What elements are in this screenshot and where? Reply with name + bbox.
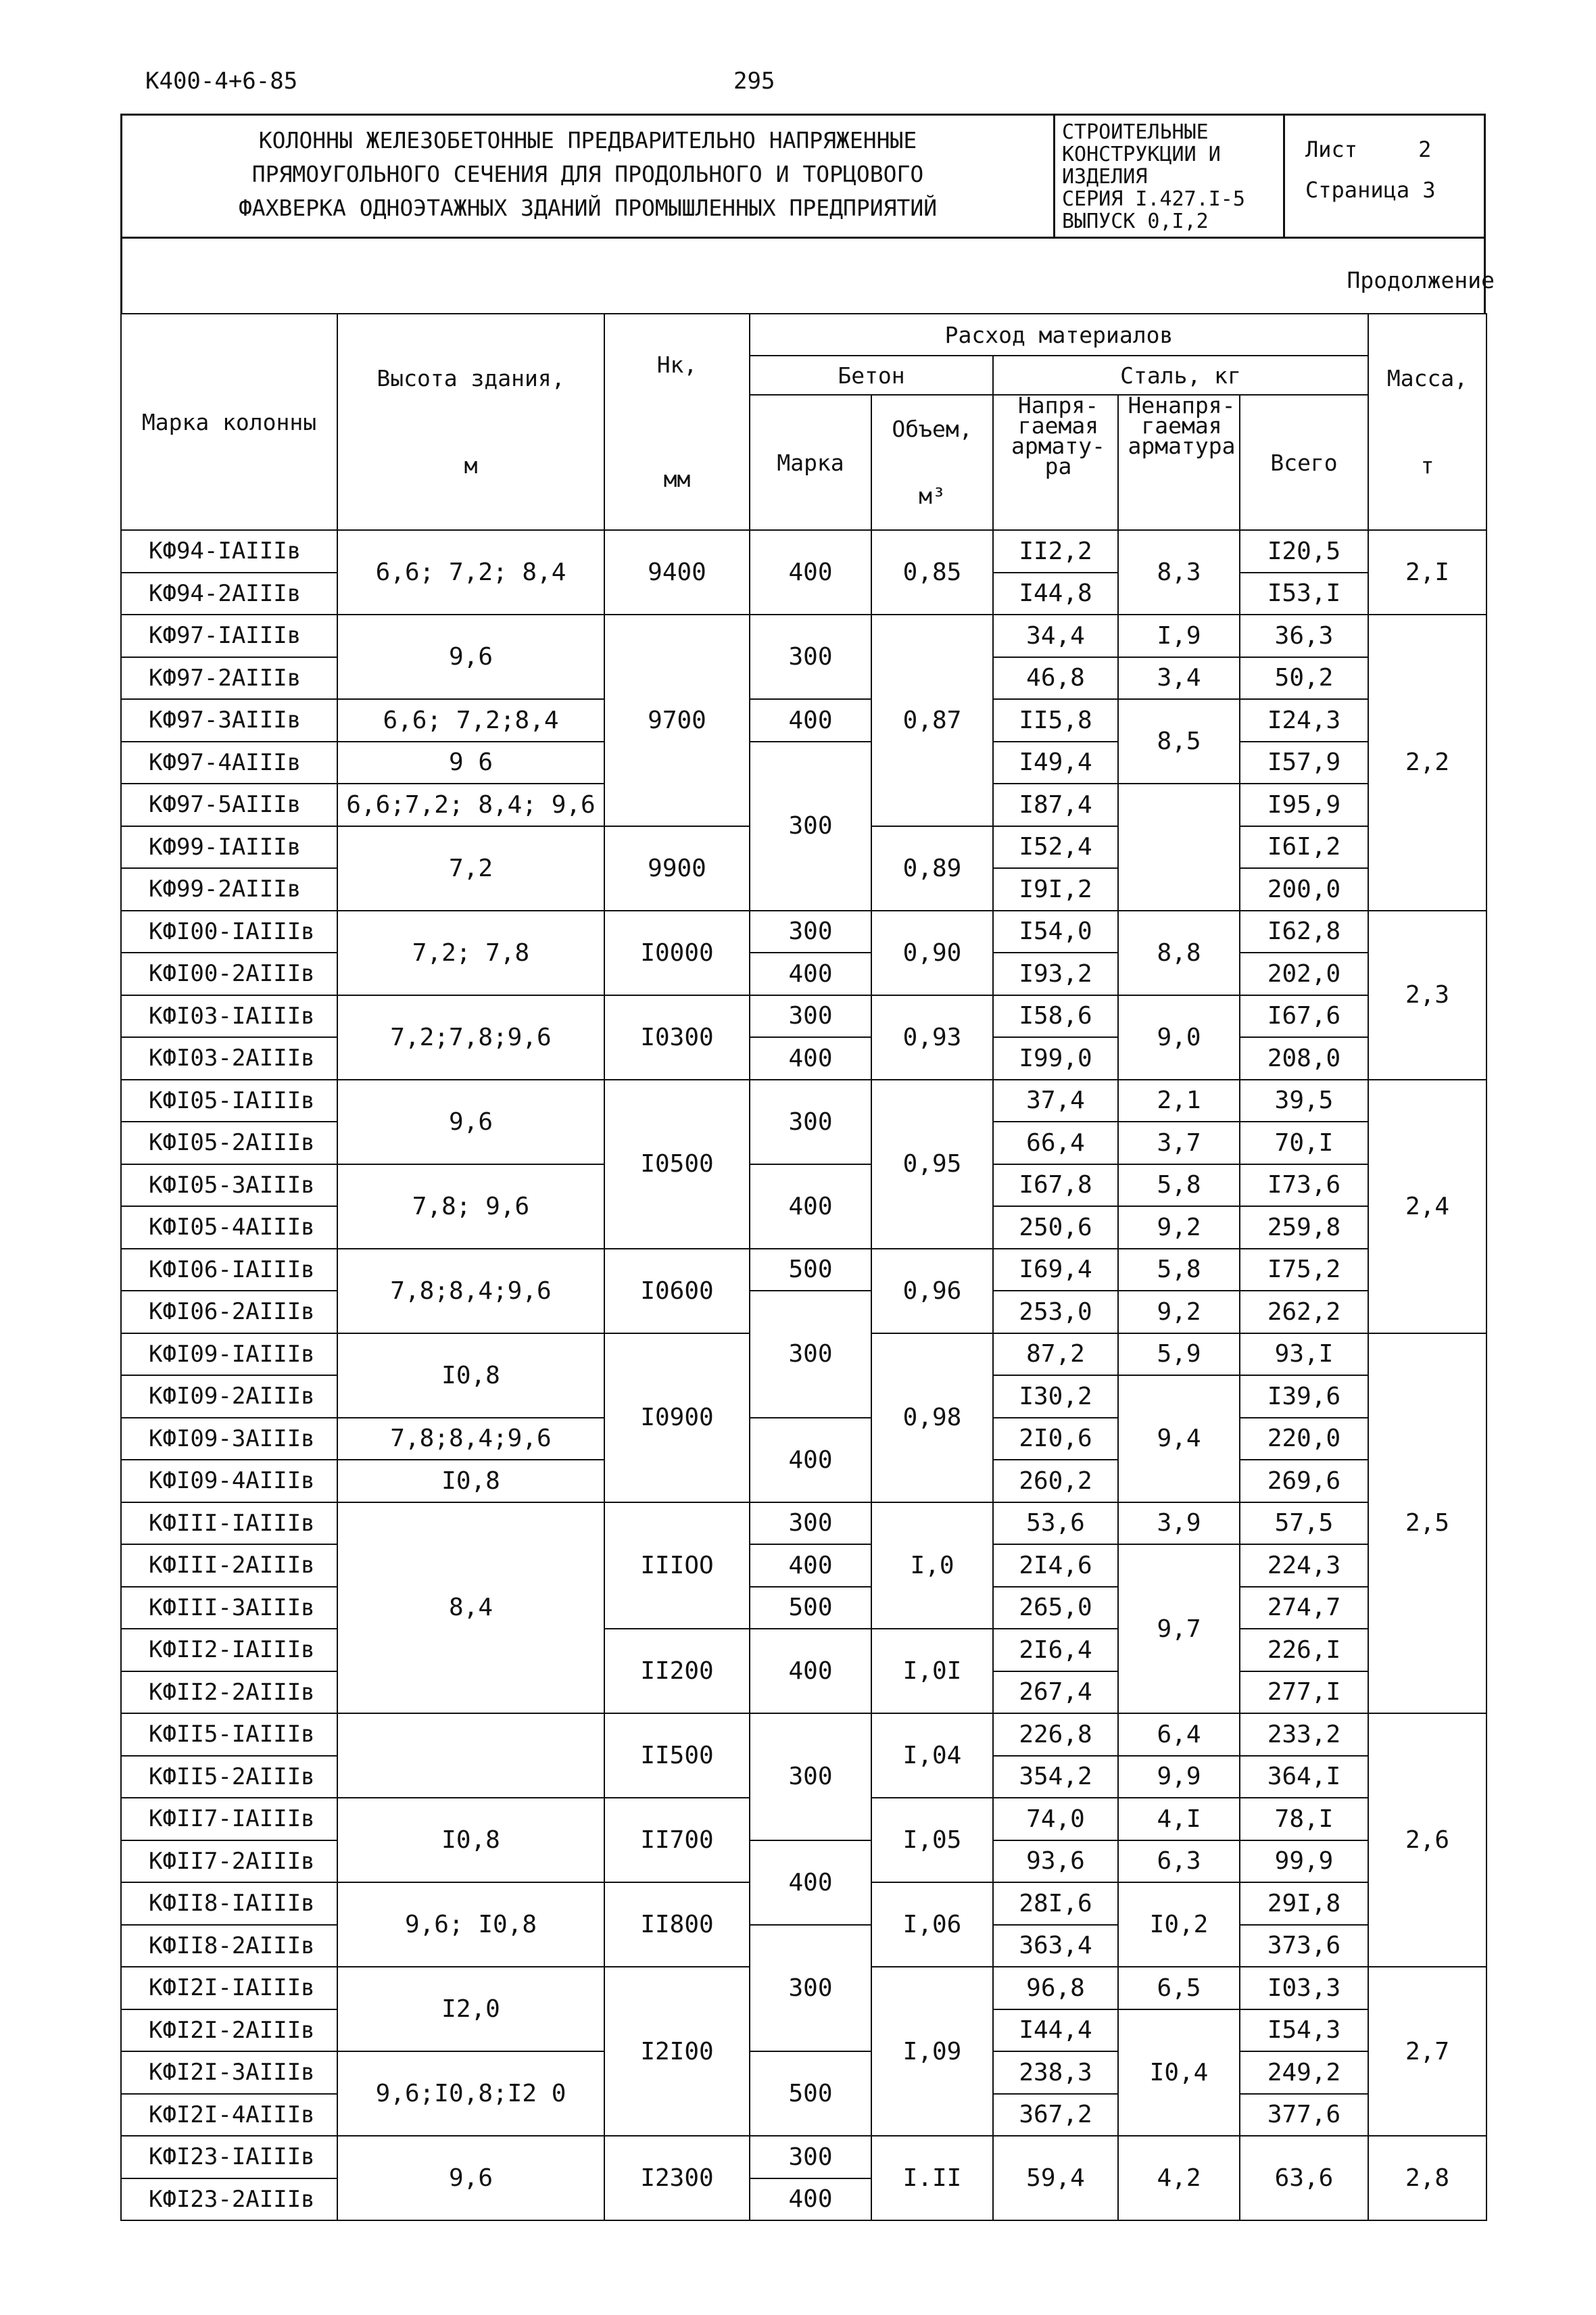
total-cell: I24,3 [1240,699,1368,742]
mark-cell: КФII5-IАIIIв [121,1713,337,1756]
mark-cell: КФ97-3АIIIв [121,699,337,742]
nonstressed-cell: 4,I [1118,1798,1240,1840]
total-cell: 93,I [1240,1333,1368,1376]
hk-cell: II500 [604,1713,750,1798]
nonstressed-cell: 3,7 [1118,1122,1240,1164]
header-mass-label: Масса, [1386,365,1468,391]
stressed-cell: I69,4 [993,1249,1118,1291]
total-cell: 364,I [1240,1756,1368,1798]
total-cell: I20,5 [1240,530,1368,573]
mark-cell: КФ99-2АIIIв [121,868,337,911]
total-cell: 50,2 [1240,657,1368,700]
nonstressed-cell: 3,9 [1118,1502,1240,1545]
nonstressed-cell: 8,3 [1118,530,1240,615]
total-cell: 226,I [1240,1629,1368,1671]
total-cell: I73,6 [1240,1164,1368,1207]
grade-cell: 400 [750,1840,871,1925]
volume-cell: 0,89 [871,826,993,911]
total-cell: 78,I [1240,1798,1368,1840]
volume-cell: 0,85 [871,530,993,615]
mark-cell: КФ94-IАIIIв [121,530,337,573]
mark-cell: КФI05-IАIIIв [121,1080,337,1122]
volume-cell: I,04 [871,1713,993,1798]
mark-cell: КФIII-3АIIIв [121,1587,337,1629]
mark-cell: КФI03-2АIIIв [121,1037,337,1080]
mark-cell: КФII2-IАIIIв [121,1629,337,1671]
total-cell: 57,5 [1240,1502,1368,1545]
total-cell: 377,6 [1240,2094,1368,2137]
grade-cell: 500 [750,1587,871,1629]
stressed-cell: 260,2 [993,1460,1118,1502]
sheet-value: 2 [1418,137,1432,162]
stressed-cell: I30,2 [993,1375,1118,1418]
header-hk-unit: мм [663,466,691,492]
volume-cell: 0,87 [871,615,993,826]
mark-cell: КФ97-IАIIIв [121,615,337,657]
total-cell: 202,0 [1240,953,1368,995]
grade-cell: 400 [750,1164,871,1249]
stressed-cell: I44,8 [993,573,1118,615]
total-cell: I39,6 [1240,1375,1368,1418]
mass-cell: 2,5 [1368,1333,1486,1714]
stressed-cell: 354,2 [993,1756,1118,1798]
header-concrete-grade: Марка [750,395,871,530]
grade-cell: 300 [750,1291,871,1418]
total-cell: 39,5 [1240,1080,1368,1122]
title-cell [122,116,1055,237]
total-cell: 70,I [1240,1122,1368,1164]
header-total: Всего [1240,395,1368,530]
total-cell: I53,I [1240,573,1368,615]
header-mass-unit: т [1420,452,1434,479]
stressed-cell: II2,2 [993,530,1118,573]
table-row [121,1249,1486,1291]
header-height-label: Высота здания, [377,365,565,391]
stressed-cell: 59,4 [993,2136,1118,2220]
stressed-cell: 2I0,6 [993,1418,1118,1460]
mark-cell: КФ99-IАIIIв [121,826,337,869]
continuation-frame [120,239,1486,314]
stressed-cell: 2I6,4 [993,1629,1118,1671]
header-mark: Марка колонны [121,314,337,530]
nonstressed-cell: 6,5 [1118,1967,1240,2009]
mark-cell: КФI06-IАIIIв [121,1249,337,1291]
stressed-cell: 66,4 [993,1122,1118,1164]
mass-cell: 2,7 [1368,1967,1486,2136]
series-cell [1055,116,1285,237]
mark-cell: КФI2I-4АIIIв [121,2094,337,2137]
nonstressed-cell: I0,2 [1118,1882,1240,1967]
height-cell: 9,6 [337,1080,604,1164]
series-line: ИЗДЕЛИЯ [1062,165,1148,189]
total-cell: I57,9 [1240,742,1368,784]
nonstressed-cell: I,9 [1118,615,1240,657]
table-row [121,742,1486,784]
mass-cell: 2,4 [1368,1080,1486,1333]
height-cell: 8,4 [337,1502,604,1714]
table-row [121,953,1486,995]
mark-cell: КФI23-IАIIIв [121,2136,337,2178]
mark-cell: КФI23-2АIIIв [121,2178,337,2221]
height-cell: 7,2 [337,826,604,911]
grade-cell: 400 [750,1418,871,1502]
nonstressed-cell: 3,4 [1118,657,1240,700]
mark-cell: КФ94-2АIIIв [121,573,337,615]
header-volume-unit: м³ [919,483,946,509]
total-cell: 277,I [1240,1671,1368,1714]
total-cell: I75,2 [1240,1249,1368,1291]
total-cell: 200,0 [1240,868,1368,911]
mark-cell: КФII5-2АIIIв [121,1756,337,1798]
height-cell: I0,8 [337,1460,604,1502]
height-cell: I0,8 [337,1333,604,1418]
grade-cell: 300 [750,911,871,953]
total-cell: I03,3 [1240,1967,1368,2009]
volume-cell: I,0I [871,1629,993,1713]
sheet-label: Лист [1305,137,1358,162]
height-cell: 7,8; 9,6 [337,1164,604,1249]
series-line: КОНСТРУКЦИИ И [1062,143,1221,166]
mark-cell: КФIII-IАIIIв [121,1502,337,1545]
volume-cell: I,09 [871,1967,993,2136]
stressed-cell: 363,4 [993,1925,1118,1967]
stressed-cell: 74,0 [993,1798,1118,1840]
grade-cell: 300 [750,2136,871,2178]
hk-cell: I0000 [604,911,750,995]
stressed-cell: I52,4 [993,826,1118,869]
title-line: ПРЯМОУГОЛЬНОГО СЕЧЕНИЯ ДЛЯ ПРОДОЛЬНОГО И ТОРЦОВОГО [251,161,924,187]
height-cell: 9 6 [337,742,604,784]
total-cell: I95,9 [1240,784,1368,826]
grade-cell: 400 [750,953,871,995]
grade-cell: 500 [750,1249,871,1291]
mark-cell: КФ97-2АIIIв [121,657,337,700]
mass-cell: 2,6 [1368,1713,1486,1967]
table-row [121,2051,1486,2094]
table-row [121,995,1486,1038]
stressed-cell: 93,6 [993,1840,1118,1883]
hk-cell: II800 [604,1882,750,1967]
total-cell: 36,3 [1240,615,1368,657]
mark-cell: КФ97-5АIIIв [121,784,337,826]
volume-cell: 0,95 [871,1080,993,1249]
table-row [121,1925,1486,1967]
table-row [121,1037,1486,1080]
volume-cell: I,0 [871,1502,993,1629]
grade-cell: 400 [750,699,871,742]
volume-cell: 0,90 [871,911,993,995]
hk-cell: 9400 [604,530,750,615]
grade-cell: 400 [750,1544,871,1587]
nonstressed-cell: 9,2 [1118,1291,1240,1333]
hk-cell: I2I00 [604,1967,750,2136]
stressed-cell: I93,2 [993,953,1118,995]
nonstressed-cell: 5,8 [1118,1164,1240,1207]
total-cell: 373,6 [1240,1925,1368,1967]
table-row [121,1544,1486,1587]
stressed-cell: 267,4 [993,1671,1118,1714]
stressed-cell: 226,8 [993,1713,1118,1756]
grade-cell: 300 [750,742,871,911]
header-nonstressed: Ненапря-гаемая арматура [1118,395,1240,530]
total-cell: 63,6 [1240,2136,1368,2220]
height-cell: 7,8;8,4;9,6 [337,1249,604,1333]
height-cell: 6,6;7,2; 8,4; 9,6 [337,784,604,826]
mark-cell: КФI00-2АIIIв [121,953,337,995]
nonstressed-cell [1118,784,1240,911]
total-cell: I54,3 [1240,2009,1368,2052]
height-cell: 9,6 [337,615,604,699]
total-cell: 233,2 [1240,1713,1368,1756]
total-cell: 274,7 [1240,1587,1368,1629]
table-row [121,2136,1486,2178]
table-row [121,1587,1486,1629]
total-cell: 99,9 [1240,1840,1368,1883]
table-row [121,1291,1486,1333]
title-line: КОЛОННЫ ЖЕЛЕЗОБЕТОННЫЕ ПРЕДВАРИТЕЛЬНО НАПРЯЖЕННЫЕ [258,127,917,153]
mark-cell: КФI09-4АIIIв [121,1460,337,1502]
stressed-cell: I9I,2 [993,868,1118,911]
mark-cell: КФI03-IАIIIв [121,995,337,1038]
stressed-cell: 238,3 [993,2051,1118,2094]
header-steel: Сталь, кг [993,356,1368,395]
table-row [121,615,1486,657]
stressed-cell: I67,8 [993,1164,1118,1207]
grade-cell: 300 [750,1502,871,1545]
hk-cell: 9900 [604,826,750,911]
table-row [121,1164,1486,1207]
mark-cell: КФII2-2АIIIв [121,1671,337,1714]
mass-cell: 2,8 [1368,2136,1486,2220]
header-materials: Расход материалов [750,314,1368,356]
stressed-cell: 28I,6 [993,1882,1118,1925]
nonstressed-cell: 9,7 [1118,1544,1240,1713]
total-cell: 262,2 [1240,1291,1368,1333]
stressed-cell: I87,4 [993,784,1118,826]
hk-cell: 9700 [604,615,750,826]
table-row [121,911,1486,953]
total-cell: 269,6 [1240,1460,1368,1502]
hk-cell: II700 [604,1798,750,1882]
mass-cell: 2,3 [1368,911,1486,1080]
nonstressed-cell: 8,5 [1118,699,1240,784]
mark-cell: КФI2I-3АIIIв [121,2051,337,2094]
height-cell: 9,6 [337,2136,604,2220]
page-label: Страница 3 [1305,177,1436,203]
nonstressed-cell: 4,2 [1118,2136,1240,2220]
mark-cell: КФI09-3АIIIв [121,1418,337,1460]
stressed-cell: I54,0 [993,911,1118,953]
table-row [121,699,1486,742]
stressed-cell: 2I4,6 [993,1544,1118,1587]
nonstressed-cell: 2,1 [1118,1080,1240,1122]
document-code: К400-4+6-85 [145,68,298,95]
grade-cell: 400 [750,1629,871,1713]
nonstressed-cell: 9,9 [1118,1756,1240,1798]
grade-cell: 300 [750,1925,871,2052]
hk-cell: II200 [604,1629,750,1713]
total-cell: 220,0 [1240,1418,1368,1460]
hk-cell: I0900 [604,1333,750,1502]
stressed-cell: 53,6 [993,1502,1118,1545]
sheet-cell [1285,116,1488,237]
header-hk-label: Нк, [656,352,698,378]
header-height [337,314,604,530]
stressed-cell: 96,8 [993,1967,1118,2009]
header-volume-label: Объем, [892,416,973,442]
total-cell: I6I,2 [1240,826,1368,869]
mark-cell: КФII7-IАIIIв [121,1798,337,1840]
volume-cell: 0,98 [871,1333,993,1502]
table-row [121,1418,1486,1460]
title-block [120,114,1486,239]
header-mass [1368,314,1486,530]
volume-cell: 0,96 [871,1249,993,1333]
height-cell: 6,6; 7,2;8,4 [337,699,604,742]
nonstressed-cell: I0,4 [1118,2009,1240,2137]
grade-cell: 400 [750,1037,871,1080]
mark-cell: КФI2I-2АIIIв [121,2009,337,2052]
header-height-unit: м [464,452,478,479]
stressed-cell: 37,4 [993,1080,1118,1122]
grade-cell: 400 [750,530,871,615]
stressed-cell: I99,0 [993,1037,1118,1080]
volume-cell: 0,93 [871,995,993,1080]
header-concrete-volume [871,395,993,530]
total-cell: 224,3 [1240,1544,1368,1587]
volume-cell: I,05 [871,1798,993,1882]
nonstressed-cell: 6,3 [1118,1840,1240,1883]
mark-cell: КФI06-2АIIIв [121,1291,337,1333]
materials-table [120,313,1487,2221]
mass-cell: 2,I [1368,530,1486,615]
height-cell: 9,6; I0,8 [337,1882,604,1967]
stressed-cell: 367,2 [993,2094,1118,2137]
total-cell: 29I,8 [1240,1882,1368,1925]
total-cell: 259,8 [1240,1206,1368,1249]
table-row [121,1713,1486,1756]
table-row [121,1840,1486,1883]
table-row [121,1080,1486,1122]
grade-cell: 300 [750,615,871,699]
mark-cell: КФI09-2АIIIв [121,1375,337,1418]
stressed-cell: I44,4 [993,2009,1118,2052]
grade-cell: 400 [750,2178,871,2221]
height-cell [337,1713,604,1798]
mark-cell: КФII7-2АIIIв [121,1840,337,1883]
mark-cell: КФI05-2АIIIв [121,1122,337,1164]
nonstressed-cell: 8,8 [1118,911,1240,995]
total-cell: I67,6 [1240,995,1368,1038]
stressed-cell: 87,2 [993,1333,1118,1376]
mark-cell: КФI05-3АIIIв [121,1164,337,1207]
title-line: ФАХВЕРКА ОДНОЭТАЖНЫХ ЗДАНИЙ ПРОМЫШЛЕННЫХ ПРЕДПРИЯТИЙ [238,195,938,221]
mass-cell: 2,2 [1368,615,1486,911]
stressed-cell: I58,6 [993,995,1118,1038]
height-cell: I0,8 [337,1798,604,1882]
hk-cell: I0300 [604,995,750,1080]
hk-cell: I0600 [604,1249,750,1333]
header-stressed: Напря-гаемая армату-ра [993,395,1118,530]
stressed-cell: 250,6 [993,1206,1118,1249]
grade-cell: 300 [750,995,871,1038]
grade-cell: 300 [750,1713,871,1840]
hk-cell: I0500 [604,1080,750,1249]
nonstressed-cell: 9,4 [1118,1375,1240,1502]
height-cell: 7,2;7,8;9,6 [337,995,604,1080]
series-line: СТРОИТЕЛЬНЫЕ [1062,120,1209,144]
hk-cell: IIIOO [604,1502,750,1629]
mark-cell: КФI2I-IАIIIв [121,1967,337,2009]
mark-cell: КФI05-4АIIIв [121,1206,337,1249]
height-cell: 9,6;I0,8;I2 0 [337,2051,604,2136]
grade-cell: 300 [750,1080,871,1164]
grade-cell: 500 [750,2051,871,2136]
mark-cell: КФII8-IАIIIв [121,1882,337,1925]
nonstressed-cell: 5,8 [1118,1249,1240,1291]
continuation-label: Продолжение [1347,267,1495,293]
mark-cell: КФI00-IАIIIв [121,911,337,953]
nonstressed-cell: 6,4 [1118,1713,1240,1756]
mark-cell: КФIII-2АIIIв [121,1544,337,1587]
height-cell: 7,8;8,4;9,6 [337,1418,604,1460]
mark-cell: КФII8-2АIIIв [121,1925,337,1967]
nonstressed-cell: 9,0 [1118,995,1240,1080]
total-cell: 208,0 [1240,1037,1368,1080]
stressed-cell: 253,0 [993,1291,1118,1333]
mark-cell: КФ97-4АIIIв [121,742,337,784]
volume-cell: I.II [871,2136,993,2220]
height-cell: 7,2; 7,8 [337,911,604,995]
total-cell: 249,2 [1240,2051,1368,2094]
height-cell: 6,6; 7,2; 8,4 [337,530,604,615]
volume-cell: I,06 [871,1882,993,1967]
stressed-cell: I49,4 [993,742,1118,784]
page-number: 295 [733,68,775,95]
total-cell: I62,8 [1240,911,1368,953]
header-hk [604,314,750,530]
table-row [121,530,1486,573]
mark-cell: КФI09-IАIIIв [121,1333,337,1376]
nonstressed-cell: 5,9 [1118,1333,1240,1376]
table-row [121,1629,1486,1671]
stressed-cell: II5,8 [993,699,1118,742]
height-cell: I2,0 [337,1967,604,2051]
header-concrete: Бетон [750,356,993,395]
stressed-cell: 46,8 [993,657,1118,700]
nonstressed-cell: 9,2 [1118,1206,1240,1249]
series-line: ВЫПУСК 0,I,2 [1062,210,1209,233]
series-line: СЕРИЯ I.427.I-5 [1062,187,1245,211]
stressed-cell: 265,0 [993,1587,1118,1629]
hk-cell: I2300 [604,2136,750,2220]
table-row [121,1502,1486,1545]
stressed-cell: 34,4 [993,615,1118,657]
